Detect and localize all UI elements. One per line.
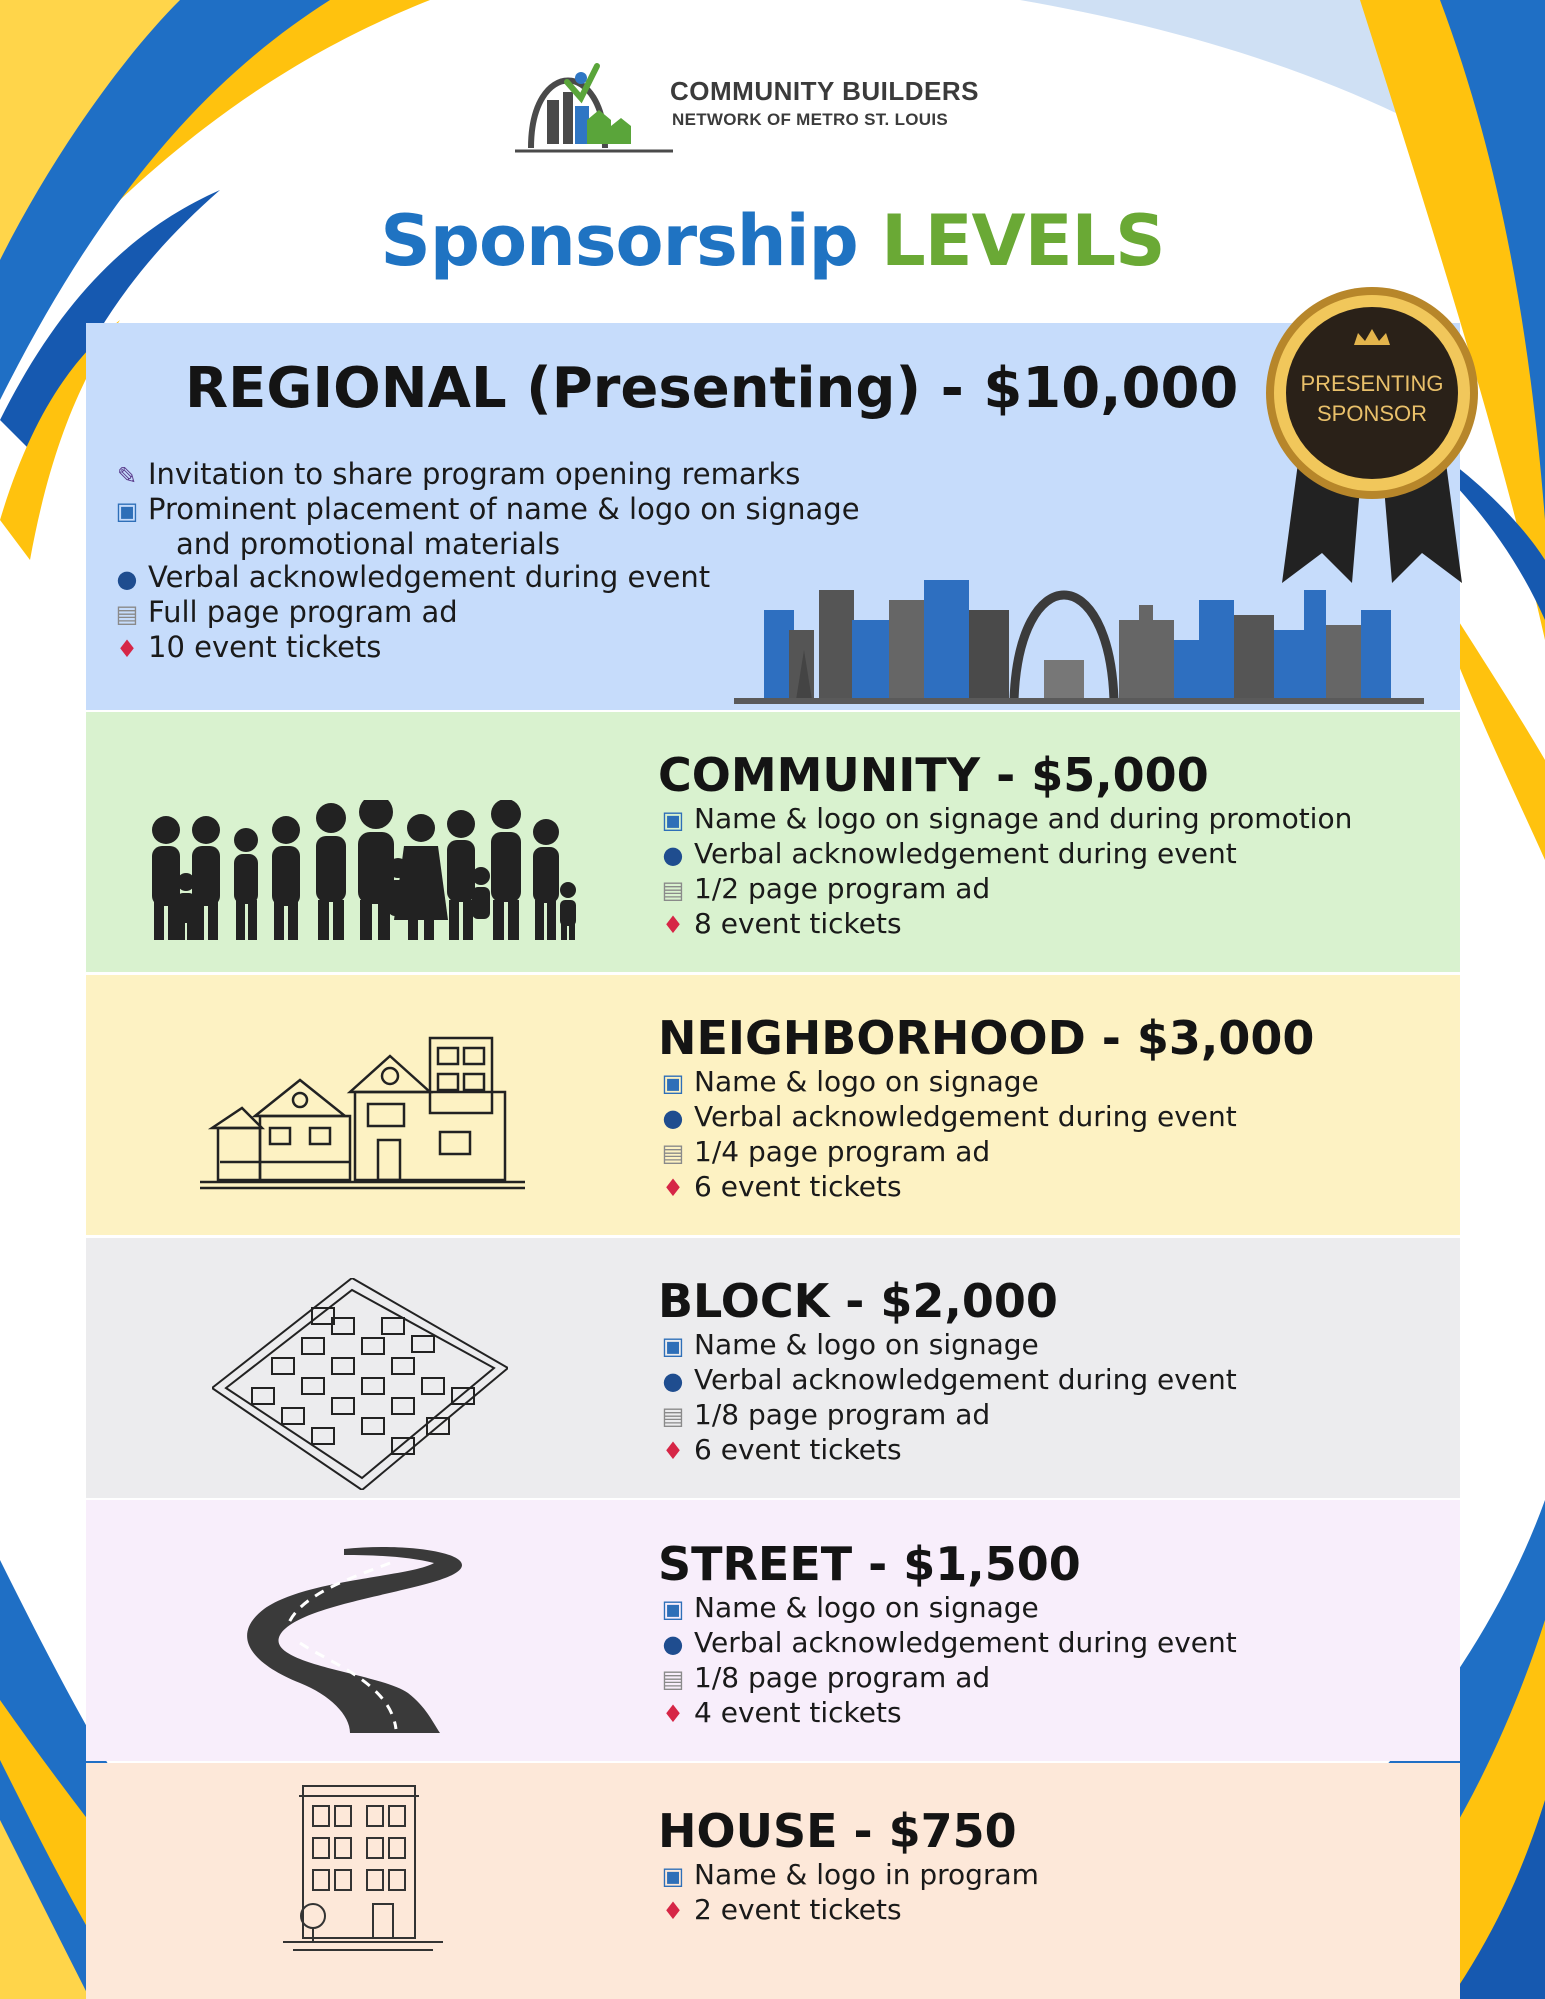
list-item: ● Verbal acknowledgement during event	[658, 1363, 1237, 1398]
page-icon: ▤	[661, 1665, 685, 1693]
neighborhood-benefits-list	[658, 1065, 1237, 1205]
title-part-sponsorship: Sponsorship	[380, 200, 858, 282]
list-item: ● Verbal acknowledgement during event	[658, 1100, 1237, 1135]
ticket-icon: ♦	[662, 911, 684, 939]
list-item: ♦ 4 event tickets	[658, 1696, 1237, 1731]
list-item: ▤ 1/4 page program ad	[658, 1135, 1237, 1170]
list-item: ▣ Name & logo on signage and during promotion	[658, 802, 1352, 837]
city-block-isometric-illustration	[212, 1278, 508, 1490]
page-icon: ▤	[661, 1139, 685, 1167]
list-item: ♦ 10 event tickets	[112, 631, 860, 666]
organization-logo	[515, 48, 1015, 158]
winding-road-illustration	[240, 1543, 490, 1735]
community-level-title: COMMUNITY - $5,000	[658, 748, 1209, 802]
page-icon: ▤	[115, 600, 139, 628]
neighborhood-level-title: NEIGHBORHOOD - $3,000	[658, 1011, 1315, 1065]
presenting-sponsor-badge-icon	[1262, 283, 1482, 593]
badge-line1: PRESENTING	[1300, 371, 1444, 396]
list-item: ♦ 6 event tickets	[658, 1433, 1237, 1468]
regional-benefits-list	[112, 458, 860, 666]
logo-name-line1: COMMUNITY BUILDERS	[670, 76, 979, 106]
list-item: ▣ Name & logo on signage	[658, 1065, 1237, 1100]
list-item: ♦ 6 event tickets	[658, 1170, 1237, 1205]
townhouse-line-art-illustration	[283, 1782, 443, 1958]
list-item: ♦ 8 event tickets	[658, 907, 1352, 942]
list-item: ▣ Name & logo on signage	[658, 1328, 1237, 1363]
list-item: ● Verbal acknowledgement during event	[658, 1626, 1237, 1661]
regional-level-title: REGIONAL (Presenting) - $10,000	[185, 356, 1239, 421]
speaking-head-icon: ●	[662, 1367, 684, 1395]
list-item: ▣ Prominent placement of name & logo on signage	[112, 493, 860, 528]
list-item: ▣ Name & logo on signage	[658, 1591, 1237, 1626]
ticket-icon: ♦	[662, 1437, 684, 1465]
picture-icon: ▣	[661, 1595, 685, 1623]
speaking-head-icon: ●	[662, 1104, 684, 1132]
list-item: ♦ 2 event tickets	[658, 1893, 1039, 1928]
community-benefits-list	[658, 802, 1352, 942]
page-icon: ▤	[661, 1402, 685, 1430]
street-level-title: STREET - $1,500	[658, 1537, 1081, 1591]
list-item: ✎ Invitation to share program opening remarks	[112, 458, 860, 493]
microphone-icon: ✎	[116, 462, 138, 490]
picture-icon: ▣	[661, 1069, 685, 1097]
picture-icon: ▣	[661, 1862, 685, 1890]
list-item: ● Verbal acknowledgement during event	[658, 837, 1352, 872]
list-item: ▣ Name & logo in program	[658, 1858, 1039, 1893]
list-item: ▤ Full page program ad	[112, 596, 860, 631]
block-benefits-list	[658, 1328, 1237, 1468]
block-level-title: BLOCK - $2,000	[658, 1274, 1058, 1328]
list-item: ▤ 1/2 page program ad	[658, 872, 1352, 907]
house-benefits-list	[658, 1858, 1039, 1928]
title-part-levels: LEVELS	[881, 200, 1165, 282]
picture-icon: ▣	[661, 1332, 685, 1360]
speaking-head-icon: ●	[116, 565, 138, 593]
speaking-head-icon: ●	[662, 1630, 684, 1658]
ticket-icon: ♦	[116, 635, 138, 663]
house-level-title: HOUSE - $750	[658, 1804, 1017, 1858]
list-item: ▤ 1/8 page program ad	[658, 1398, 1237, 1433]
list-item: ● Verbal acknowledgement during event	[112, 561, 860, 596]
list-item: ▤ 1/8 page program ad	[658, 1661, 1237, 1696]
picture-icon: ▣	[661, 806, 685, 834]
page-icon: ▤	[661, 876, 685, 904]
picture-icon: ▣	[115, 497, 139, 525]
logo-name-line2: NETWORK OF METRO ST. LOUIS	[672, 110, 949, 129]
ticket-icon: ♦	[662, 1174, 684, 1202]
gateway-arch-logo-icon	[515, 48, 675, 158]
ticket-icon: ♦	[662, 1700, 684, 1728]
badge-line2: SPONSOR	[1316, 401, 1428, 426]
street-benefits-list	[658, 1591, 1237, 1731]
houses-line-art-illustration	[200, 1032, 525, 1194]
page-title	[0, 200, 1545, 282]
speaking-head-icon: ●	[662, 841, 684, 869]
ticket-icon: ♦	[662, 1897, 684, 1925]
list-item: and promotional materials	[176, 527, 560, 561]
crowd-of-people-illustration	[136, 800, 586, 945]
